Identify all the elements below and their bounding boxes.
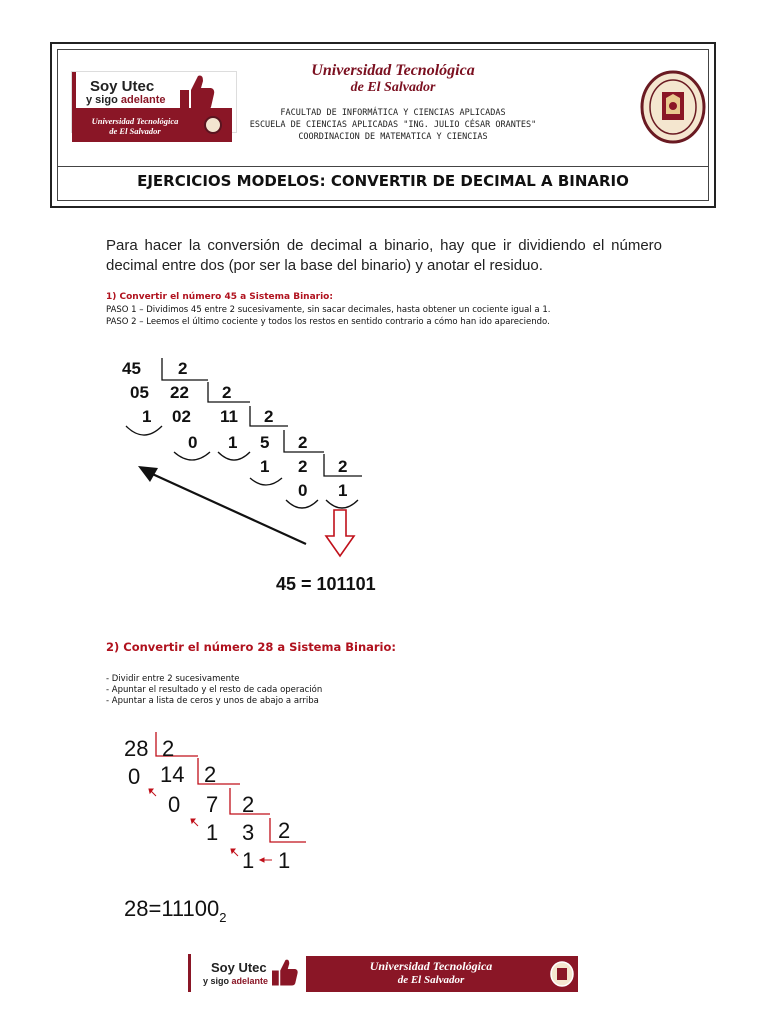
ex1-divisor: 2 xyxy=(298,433,308,452)
ex2-divisor: 2 xyxy=(242,792,255,817)
ex2-remainder-1b: 1 xyxy=(242,848,255,873)
ex1-result: 45 = 101101 xyxy=(276,574,376,594)
ex2-quotient-7: 7 xyxy=(206,792,219,817)
example1-step1: PASO 1 – Dividimos 45 entre 2 sucesivamente, sin sacar decimales, hasta obtener un cociente igual a 1. xyxy=(106,305,551,315)
university-location: de El Salvador xyxy=(350,80,436,95)
example2-step2: - Apuntar el resultado y el resto de cada operación xyxy=(106,685,323,695)
example1-step2: PASO 2 – Leemos el último cociente y todos los restos en sentido contrario a cómo han ido apareciendo. xyxy=(106,317,550,327)
ex2-remainder-0: 0 xyxy=(128,764,141,789)
footer-thumbs-up-icon xyxy=(269,956,299,988)
footer-tagline: y sigo adelante xyxy=(203,976,269,986)
ex2-divisor: 2 xyxy=(278,818,291,843)
ex1-remainder-0b: 0 xyxy=(298,481,308,500)
ex2-divisor: 2 xyxy=(204,762,217,787)
ex2-quotient-14: 14 xyxy=(160,762,185,787)
ex1-quotient-11: 11 xyxy=(220,407,238,426)
ex1-divisor: 2 xyxy=(178,359,188,378)
footer-brand-banner xyxy=(306,956,578,992)
faculty-line: FACULTAD DE INFORMÁTICA Y CIENCIAS APLICADAS xyxy=(280,108,506,118)
footer-university-location: de El Salvador xyxy=(397,974,465,986)
ex2-final-quotient-1: 1 xyxy=(278,848,291,873)
header-divider xyxy=(58,166,708,167)
example2-title: 2) Convertir el número 28 a Sistema Binario: xyxy=(106,640,396,654)
footer-university-name: Universidad Tecnológica xyxy=(369,959,493,973)
ex2-quotient-3: 3 xyxy=(242,820,255,845)
footer-soy-utec: Soy Utec xyxy=(211,960,267,975)
header-inner-frame xyxy=(57,49,709,201)
ex2-divisor: 2 xyxy=(162,736,175,761)
coordination-line: COORDINACION DE MATEMATICA Y CIENCIAS xyxy=(298,132,488,142)
ex2-result: $28=11100_2$ xyxy=(124,896,227,925)
university-seal-icon xyxy=(640,70,706,144)
ex1-remainder-1c: 1 xyxy=(260,457,270,476)
logo-tagline: y sigo adelante xyxy=(86,94,166,106)
thumbs-up-icon xyxy=(176,72,216,112)
ex1-remainder-1: 1 xyxy=(142,407,152,426)
ex2-dividend-28: 28 xyxy=(124,736,149,761)
logo-soy-utec: Soy Utec xyxy=(90,78,155,95)
footer-soy-utec-logo xyxy=(188,954,305,992)
ex1-reading-arrow xyxy=(138,466,306,544)
example2-step3: - Apuntar a lista de ceros y unos de abajo a arriba xyxy=(106,696,319,706)
ex1-divisor: 2 xyxy=(264,407,274,426)
university-name: Universidad Tecnológica xyxy=(311,62,475,79)
ex1-remainder-02: 02 xyxy=(172,407,191,426)
ex1-down-arrow-icon xyxy=(326,510,354,556)
ex1-remainder-arcs xyxy=(126,426,358,508)
ex1-remainder-1b: 1 xyxy=(228,433,238,452)
logo-brand-text: Universidad Tecnológica de El Salvador xyxy=(91,116,179,136)
ex1-quotient-2: 2 xyxy=(298,457,308,476)
ex1-quotient-5: 5 xyxy=(260,433,270,452)
example1-division-diagram xyxy=(100,340,440,610)
ex1-remainder-0: 0 xyxy=(188,433,198,452)
ex1-final-quotient-1: 1 xyxy=(338,481,348,500)
example1-title: 1) Convertir el número 45 a Sistema Binario: xyxy=(106,292,333,302)
mini-seal-icon xyxy=(204,116,222,134)
example2-step1: - Dividir entre 2 sucesivamente xyxy=(106,674,240,684)
ex1-dividend-45: 45 xyxy=(122,359,141,378)
document-title: EJERCICIOS MODELOS: CONVERTIR DE DECIMAL A BINARIO xyxy=(137,172,629,190)
ex1-divisor: 2 xyxy=(338,457,348,476)
ex2-remainder-0b: 0 xyxy=(168,792,181,817)
ex2-remainder-1: 1 xyxy=(206,820,219,845)
footer-seal-icon xyxy=(550,961,574,987)
ex1-remainder-05: 05 xyxy=(130,383,149,402)
document-header xyxy=(50,42,716,208)
example2-division-diagram xyxy=(110,726,330,926)
ex1-divisor: 2 xyxy=(222,383,232,402)
school-line: ESCUELA DE CIENCIAS APLICADAS "ING. JULIO CÉSAR ORANTES" xyxy=(249,120,537,130)
ex1-quotient-22: 22 xyxy=(170,383,189,402)
intro-paragraph: Para hacer la conversión de decimal a binario, hay que ir dividiendo el número decimal entre dos (por ser la base del binario) y anotar el residuo. xyxy=(106,237,662,274)
